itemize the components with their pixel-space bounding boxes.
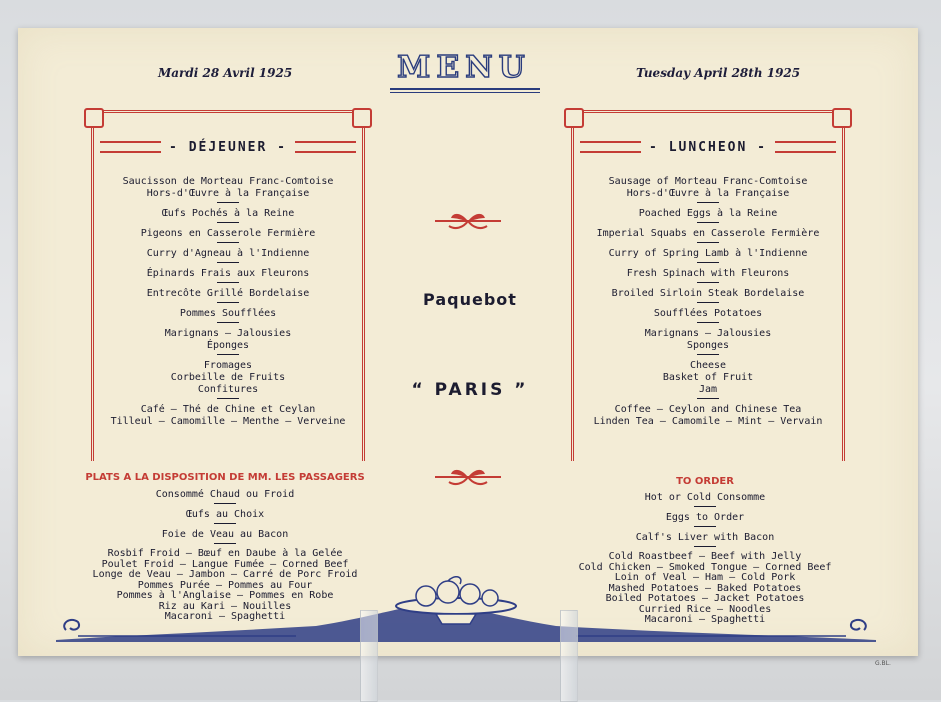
item-separator [217, 398, 239, 399]
menu-item: Basket of Fruit [662, 372, 754, 383]
item-separator [694, 506, 716, 507]
artist-signature: G.BL. [875, 660, 891, 667]
menu-item: Curry d'Agneau à l'Indienne [146, 248, 310, 259]
menu-item: Tilleul — Camomille — Menthe — Verveine [110, 416, 346, 427]
item-separator [214, 543, 236, 544]
menu-item: Hors-d'Œuvre à la Française [626, 188, 790, 199]
menu-item: Poached Eggs à la Reine [638, 208, 778, 219]
menu-item: Curry of Spring Lamb à l'Indienne [608, 248, 808, 259]
menu-item: Pigeons en Casserole Fermière [140, 228, 316, 239]
menu-item: Sausage of Morteau Franc-Comtoise [608, 176, 808, 187]
menu-line: Rosbif Froid — Bœuf en Daube à la Gelée [107, 548, 343, 559]
menu-line: Cold Roastbeef — Beef with Jelly [608, 551, 802, 562]
menu-item: Éponges [206, 340, 250, 351]
floral-ornament-icon [433, 210, 503, 232]
menu-item: Marignans — Jalousies [644, 328, 772, 339]
item-separator [217, 202, 239, 203]
menu-item: Calf's Liver with Bacon [635, 532, 775, 543]
item-separator [214, 523, 236, 524]
menu-item: Jam [698, 384, 718, 395]
menu-card [18, 28, 918, 667]
dejeuner-heading [100, 134, 356, 160]
menu-line: Cold Chicken — Smoked Tongue — Corned Beef [578, 561, 832, 573]
date-english: Tuesday April 28th 1925 [636, 66, 801, 80]
menu-line: Mashed Potatoes — Baked Potatoes [608, 582, 802, 594]
menu-line: Pommes à l'Anglaise — Pommes en Robe [116, 590, 334, 601]
corner-ornament-icon [352, 108, 372, 128]
menu-item: Sponges [686, 340, 730, 351]
title-underline-thin [390, 92, 540, 93]
luncheon-list [574, 176, 842, 428]
menu-item: Entrecôte Grillé Bordelaise [146, 288, 310, 299]
luncheon-title: - LUNCHEON - [649, 139, 767, 155]
item-separator [697, 202, 719, 203]
menu-item: Foie de Veau au Bacon [161, 529, 289, 540]
menu-line: Poulet Froid — Langue Fumée — Corned Beef [101, 558, 349, 570]
menu-line: Riz au Kari — Nouilles [158, 600, 292, 612]
menu-item: Coffee — Ceylon and Chinese Tea [614, 404, 802, 415]
menu-title: MENU [397, 50, 531, 85]
item-separator [217, 322, 239, 323]
menu-line: Pommes Purée — Pommes au Four [137, 579, 313, 591]
item-separator [694, 526, 716, 527]
menu-item: Fresh Spinach with Fleurons [626, 268, 790, 279]
dejeuner-title: - DÉJEUNER - [169, 139, 287, 155]
item-separator [217, 282, 239, 283]
item-separator [697, 262, 719, 263]
menu-item: Corbeille de Fruits [170, 372, 286, 383]
menu-item: Hors-d'Œuvre à la Française [146, 188, 310, 199]
item-separator [697, 398, 719, 399]
dejeuner-list [94, 176, 362, 428]
menu-item: Consommé Chaud ou Froid [155, 489, 295, 500]
item-separator [697, 302, 719, 303]
item-separator [217, 242, 239, 243]
corner-ornament-icon [564, 108, 584, 128]
menu-item: Fromages [203, 360, 253, 371]
item-separator [697, 222, 719, 223]
menu-item: Linden Tea — Camomile — Mint — Vervain [593, 416, 823, 427]
item-separator [217, 302, 239, 303]
title-underline [390, 88, 540, 90]
menu-line: Boiled Potatoes — Jacket Potatoes [605, 593, 805, 604]
menu-line: Longe de Veau — Jambon — Carré de Porc Froid [92, 569, 358, 580]
menu-line: Macaroni — Spaghetti [644, 614, 766, 625]
menu-item: Cheese [689, 360, 727, 371]
menu-item: Eggs to Order [665, 512, 745, 523]
menu-item: Confitures [197, 384, 259, 395]
ship-label: Paquebot [423, 290, 517, 309]
menu-item: Soufflées Potatoes [653, 308, 763, 319]
menu-item: Imperial Squabs en Casserole Fermière [596, 228, 820, 239]
menu-line: Loin of Veal — Ham — Cold Pork [614, 572, 796, 583]
plats-title: PLATS A LA DISPOSITION DE MM. LES PASSAGERS [85, 472, 365, 483]
item-separator [697, 322, 719, 323]
item-separator [694, 546, 716, 547]
frame-top-border [568, 110, 848, 127]
menu-item: Œufs au Choix [185, 509, 265, 520]
fruit-bowl-illustration-icon [56, 576, 876, 656]
item-separator [217, 354, 239, 355]
frame-top-border [88, 110, 368, 127]
luncheon-heading [580, 134, 836, 160]
date-french: Mardi 28 Avril 1925 [158, 66, 293, 80]
item-separator [217, 262, 239, 263]
menu-line: Macaroni — Spaghetti [164, 611, 286, 622]
menu-line: Curried Rice — Noodles [638, 603, 772, 615]
menu-item: Épinards Frais aux Fleurons [146, 268, 310, 279]
menu-item: Broiled Sirloin Steak Bordelaise [611, 288, 805, 299]
luncheon-frame [571, 116, 845, 461]
corner-ornament-icon [832, 108, 852, 128]
menu-item: Œufs Pochés à la Reine [161, 208, 295, 219]
menu-item: Café — Thé de Chine et Ceylan [140, 404, 316, 415]
menu-item: Hot or Cold Consomme [644, 492, 766, 503]
floral-ornament-icon [433, 466, 503, 488]
item-separator [697, 242, 719, 243]
item-separator [697, 282, 719, 283]
acrylic-stand-left [360, 610, 378, 702]
item-separator [217, 222, 239, 223]
menu-item: Pommes Soufflées [179, 308, 277, 319]
item-separator [214, 503, 236, 504]
ship-name: “ PARIS ” [411, 380, 529, 400]
to-order-title: TO ORDER [676, 476, 734, 487]
corner-ornament-icon [84, 108, 104, 128]
dejeuner-frame [91, 116, 365, 461]
acrylic-stand-right [560, 610, 578, 702]
menu-item: Marignans — Jalousies [164, 328, 292, 339]
item-separator [697, 354, 719, 355]
menu-item: Saucisson de Morteau Franc-Comtoise [122, 176, 334, 187]
